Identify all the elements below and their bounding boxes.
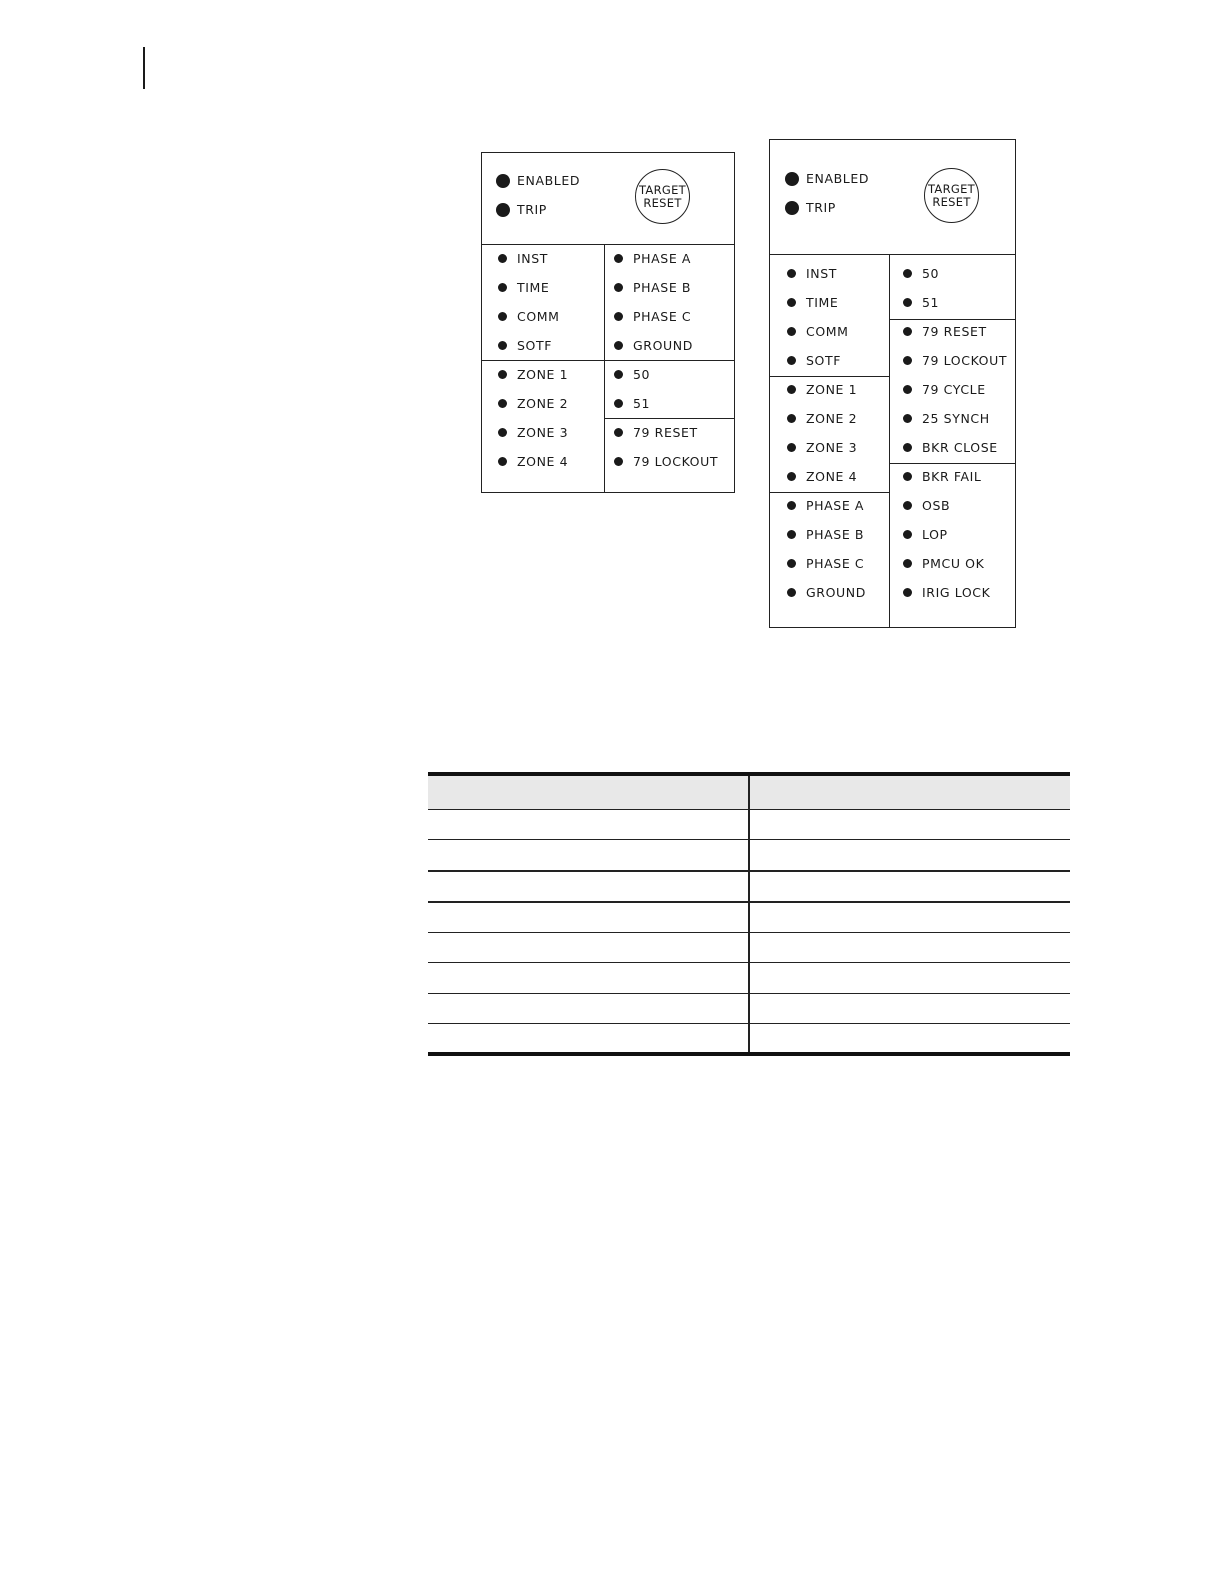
panel-a-led-sotf	[498, 338, 552, 353]
panel-b-left-group-divider-1	[770, 376, 890, 377]
led-indicator-icon	[787, 588, 796, 597]
led-indicator-icon	[903, 356, 912, 365]
panel-b-right-group-divider-1	[890, 319, 1015, 320]
panel-b-led-comm	[787, 324, 849, 339]
panel-a-led-zone-1	[498, 367, 568, 382]
led-label: 79 LOCKOUT	[922, 353, 1008, 368]
led-label: SOTF	[517, 338, 552, 353]
panel-b-led-50	[903, 266, 939, 281]
panel-a-target-reset-button[interactable]	[635, 169, 690, 224]
led-indicator-icon	[614, 370, 623, 379]
led-label: ENABLED	[806, 171, 870, 186]
led-indicator-icon	[498, 312, 507, 321]
led-label: BKR FAIL	[922, 469, 982, 484]
margin-bar	[143, 47, 145, 89]
panel-b-led-phase-a	[787, 498, 864, 513]
panel-b-led-zone-1	[787, 382, 857, 397]
led-indicator-icon	[498, 399, 507, 408]
led-label: PHASE C	[806, 556, 865, 571]
panel-a-led-79-lockout	[614, 454, 718, 469]
panel-b-led-inst	[787, 266, 837, 281]
panel-b-top-divider	[770, 254, 1015, 255]
led-label: PHASE A	[806, 498, 865, 513]
panel-b-left-group-divider-2	[770, 492, 890, 493]
led-indicator-icon	[903, 269, 912, 278]
led-label: 79 CYCLE	[922, 382, 986, 397]
panel-b-led-79-reset	[903, 324, 987, 339]
led-indicator-icon	[787, 559, 796, 568]
led-indicator-icon	[903, 501, 912, 510]
led-label: ZONE 4	[517, 454, 569, 469]
panel-b-trip-led	[785, 200, 836, 215]
led-indicator-icon	[903, 327, 912, 336]
panel-b-led-25-synch	[903, 411, 990, 426]
led-label: INST	[517, 251, 549, 266]
panel-b-target-reset-button[interactable]	[924, 168, 979, 223]
panel-b-led-zone-4	[787, 469, 857, 484]
led-indicator-icon	[903, 530, 912, 539]
led-label: PHASE B	[806, 527, 865, 542]
led-label: 51	[633, 396, 651, 411]
panel-a-column-divider	[604, 245, 605, 492]
panel-a-led-zone-4	[498, 454, 568, 469]
led-indicator-icon	[498, 428, 507, 437]
panel-b-led-zone-2	[787, 411, 857, 426]
panel-b-led-ground	[787, 585, 866, 600]
led-label: GROUND	[633, 338, 693, 353]
led-indicator-icon	[787, 356, 796, 365]
led-label: ZONE 1	[806, 382, 858, 397]
reset-label-line1: TARGET	[639, 182, 686, 197]
led-indicator-icon	[498, 283, 507, 292]
led-indicator-icon	[903, 559, 912, 568]
panel-b-led-osb	[903, 498, 950, 513]
panel-a-enabled-led	[496, 173, 580, 188]
led-label: ZONE 2	[806, 411, 858, 426]
led-label: COMM	[806, 324, 849, 339]
panel-b-led-sotf	[787, 353, 841, 368]
reset-label-line2: RESET	[643, 195, 682, 210]
led-label: 79 RESET	[922, 324, 987, 339]
panel-b-led-phase-b	[787, 527, 864, 542]
panel-a-right-group-divider-1	[605, 360, 734, 361]
led-label: 25 SYNCH	[922, 411, 990, 426]
led-indicator-icon	[785, 201, 799, 215]
led-label: ZONE 2	[517, 396, 569, 411]
panel-b-led-phase-c	[787, 556, 864, 571]
panel-b-led-bkr-close	[903, 440, 998, 455]
panel-b-led-bkr-fail	[903, 469, 981, 484]
led-indicator-icon	[785, 172, 799, 186]
led-indicator-icon	[787, 472, 796, 481]
panel-a-led-phase-c	[614, 309, 691, 324]
led-label: COMM	[517, 309, 560, 324]
panel-b-led-51	[903, 295, 939, 310]
led-indicator-icon	[787, 530, 796, 539]
led-label: PMCU OK	[922, 556, 985, 571]
led-label: SOTF	[806, 353, 841, 368]
led-indicator-icon	[614, 428, 623, 437]
panel-a-led-50	[614, 367, 650, 382]
reset-label-line2: RESET	[932, 194, 971, 209]
panel-a-led-ground	[614, 338, 693, 353]
led-indicator-icon	[787, 269, 796, 278]
led-label: 79 LOCKOUT	[633, 454, 719, 469]
led-indicator-icon	[903, 385, 912, 394]
led-indicator-icon	[787, 327, 796, 336]
panel-b-led-79-cycle	[903, 382, 986, 397]
panel-b-led-lop	[903, 527, 948, 542]
panel-a-led-51	[614, 396, 650, 411]
led-label: 79 RESET	[633, 425, 698, 440]
led-indicator-icon	[496, 174, 510, 188]
led-indicator-icon	[903, 588, 912, 597]
led-label: BKR CLOSE	[922, 440, 998, 455]
panel-b-led-pmcu-ok	[903, 556, 984, 571]
led-indicator-icon	[614, 283, 623, 292]
panel-a-trip-led	[496, 202, 547, 217]
led-indicator-icon	[787, 414, 796, 423]
led-indicator-icon	[787, 385, 796, 394]
led-label: TRIP	[806, 200, 836, 215]
led-indicator-icon	[787, 443, 796, 452]
led-indicator-icon	[614, 312, 623, 321]
led-indicator-icon	[498, 254, 507, 263]
led-indicator-icon	[614, 341, 623, 350]
led-indicator-icon	[903, 298, 912, 307]
panel-a-led-phase-a	[614, 251, 691, 266]
panel-b-led-irig-lock	[903, 585, 990, 600]
led-label: ZONE 1	[517, 367, 569, 382]
panel-b-led-time	[787, 295, 838, 310]
data-table	[428, 772, 1070, 1056]
panel-a-right-group-divider-2	[605, 418, 734, 419]
panel-a-led-comm	[498, 309, 560, 324]
panel-a-led-phase-b	[614, 280, 691, 295]
panel-a-led-zone-3	[498, 425, 568, 440]
led-indicator-icon	[903, 443, 912, 452]
panel-a-led-time	[498, 280, 549, 295]
panel-a-led-inst	[498, 251, 548, 266]
panel-b-column-divider	[889, 255, 890, 627]
led-label: ZONE 4	[806, 469, 858, 484]
panel-b-led-zone-3	[787, 440, 857, 455]
led-indicator-icon	[787, 298, 796, 307]
led-label: ZONE 3	[517, 425, 569, 440]
panel-a-top-divider	[482, 244, 734, 245]
led-indicator-icon	[903, 414, 912, 423]
led-label: PHASE C	[633, 309, 692, 324]
led-indicator-icon	[496, 203, 510, 217]
led-indicator-icon	[498, 457, 507, 466]
led-label: ZONE 3	[806, 440, 858, 455]
led-label: IRIG LOCK	[922, 585, 991, 600]
led-indicator-icon	[498, 341, 507, 350]
led-label: INST	[806, 266, 838, 281]
panel-b-enabled-led	[785, 171, 869, 186]
led-label: GROUND	[806, 585, 866, 600]
led-indicator-icon	[903, 472, 912, 481]
led-label: OSB	[922, 498, 951, 513]
led-indicator-icon	[498, 370, 507, 379]
led-label: TRIP	[517, 202, 547, 217]
panel-a-led-zone-2	[498, 396, 568, 411]
led-indicator-icon	[787, 501, 796, 510]
led-label: PHASE A	[633, 251, 692, 266]
panel-b-right-group-divider-2	[890, 463, 1015, 464]
led-label: PHASE B	[633, 280, 692, 295]
led-label: 51	[922, 295, 940, 310]
led-label: TIME	[517, 280, 550, 295]
panel-a-left-group-divider	[482, 360, 605, 361]
led-label: 50	[633, 367, 651, 382]
led-indicator-icon	[614, 457, 623, 466]
table-bottom-rule	[428, 1052, 1070, 1056]
led-label: LOP	[922, 527, 948, 542]
led-label: 50	[922, 266, 940, 281]
led-label: ENABLED	[517, 173, 581, 188]
panel-a-led-79-reset	[614, 425, 698, 440]
led-indicator-icon	[614, 399, 623, 408]
panel-b-led-79-lockout	[903, 353, 1007, 368]
table-column-divider	[748, 776, 750, 1052]
reset-label-line1: TARGET	[928, 181, 975, 196]
led-indicator-icon	[614, 254, 623, 263]
led-label: TIME	[806, 295, 839, 310]
